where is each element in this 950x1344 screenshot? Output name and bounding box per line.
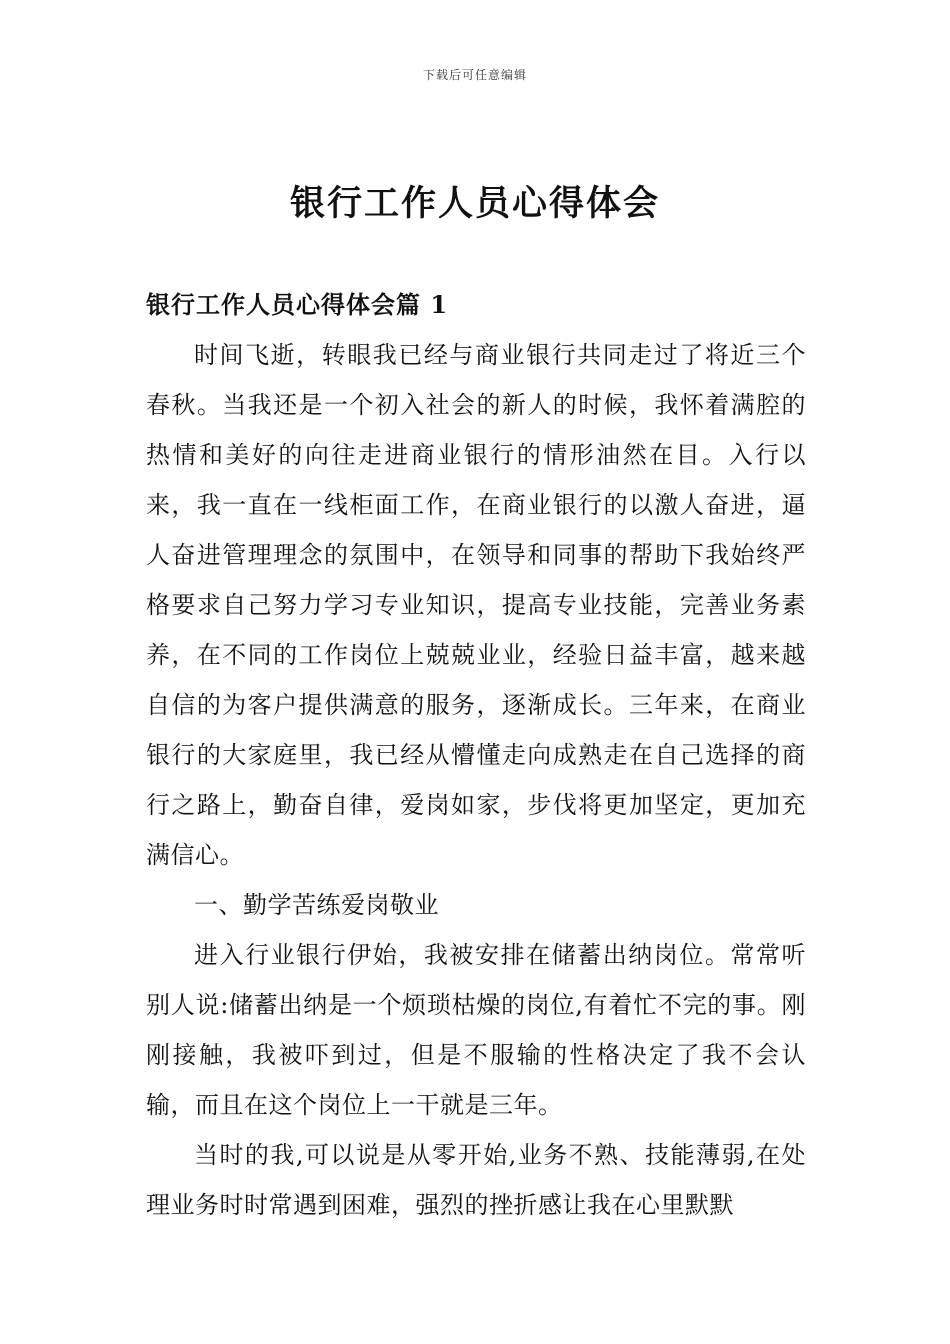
document-title: 银行工作人员心得体会 bbox=[289, 184, 660, 224]
paragraph-intro: 时间飞逝，转眼我已经与商业银行共同走过了将近三个春秋。当我还是一个初入社会的新人的时候，我怀着满腔的热情和美好的向往走进商业银行的情形油然在目。入行以来，我一直在一线柜面工作，在商业银行的以激人奋进，逼人奋进管理理念的氛围中，在领导和同事的帮助下我始终严格要求自己努力学习专业知识，提高专业技能，完善业务素养，在不同的工作岗位上兢兢业业，经验日益丰富，越来越自信的为客户提供满意的服务，逐渐成长。三年来，在商业银行的大家庭里，我已经从懵懂走向成熟走在自己选择的商行之路上，勤奋自律，爱岗如家，步伐将更加坚定，更加充满信心。 bbox=[146, 341, 806, 869]
section-heading: 银行工作人员心得体会篇 1 bbox=[146, 290, 449, 319]
paragraph-starting-out: 当时的我,可以说是从零开始,业务不熟、技能薄弱,在处理业务时时常遇到困难，强烈的挫折感让我在心里默默 bbox=[146, 1141, 806, 1219]
header-note: 下载后可任意编辑 bbox=[422, 68, 527, 82]
document-body bbox=[146, 330, 806, 1230]
paragraph-cashier-post: 进入行业银行伊始，我被安排在储蓄出纳岗位。常常听别人说:储蓄出纳是一个烦琐枯燥的岗位,有着忙不完的事。刚刚接触，我被吓到过，但是不服输的性格决定了我不会认输，而且在这个岗位上一干就是三年。 bbox=[146, 941, 806, 1119]
paragraph-subheading: 一、勤学苦练爱岗敬业 bbox=[194, 891, 439, 919]
